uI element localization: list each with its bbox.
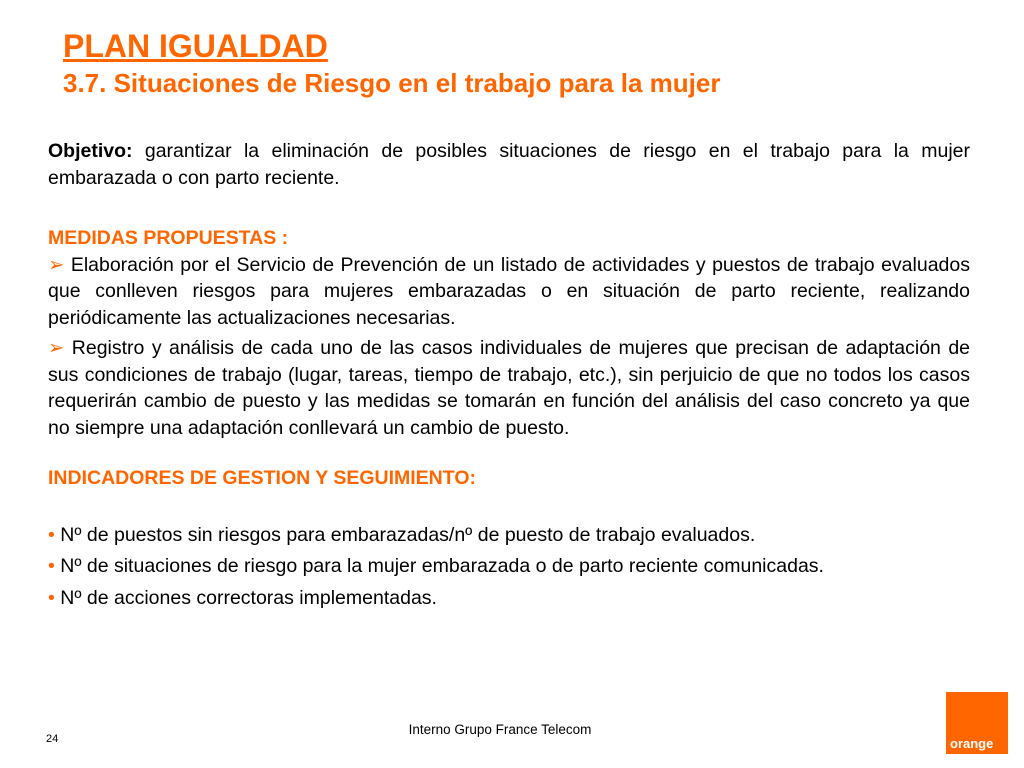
arrow-bullet-icon: ➢: [48, 337, 65, 359]
slide-subtitle: 3.7. Situaciones de Riesgo en el trabajo para la mujer: [63, 68, 721, 98]
page-number: 24: [46, 733, 59, 745]
measure-item: [48, 252, 970, 332]
indicators-heading: INDICADORES DE GESTION Y SEGUIMIENTO:: [48, 467, 476, 489]
objective-text: garantizar la eliminación de posibles situaciones de riesgo en el trabajo para la mujer embarazada o con parto reciente.: [48, 140, 970, 189]
bullet-dot-icon: •: [48, 523, 55, 546]
bullet-dot-icon: •: [48, 586, 55, 609]
measure-item: [48, 335, 970, 441]
indicator-item: [48, 585, 970, 612]
measure-text: Registro y análisis de cada uno de las casos individuales de mujeres que precisan de adaptación de sus condiciones de trabajo (lugar, tareas, tiempo de trabajo, etc.), sin perjuicio de que no todos los casos requerirán cambio de puesto y las medidas se tomarán en función del análisis del caso concreto ya que no siempre una adaptación conllevará un cambio de puesto.: [48, 337, 971, 439]
indicator-text: Nº de puestos sin riesgos para embarazadas/nº de puesto de trabajo evaluados.: [60, 523, 756, 546]
orange-logo: [946, 692, 1008, 754]
indicator-text: Nº de situaciones de riesgo para la mujer embarazada o de parto reciente comunicadas.: [60, 555, 824, 577]
arrow-bullet-icon: ➢: [48, 253, 65, 276]
logo-text: orange: [950, 736, 994, 751]
footer-text: Interno Grupo France Telecom: [408, 722, 592, 737]
objective-label: Objetivo:: [48, 140, 133, 162]
measures-heading: MEDIDAS PROPUESTAS :: [48, 227, 289, 249]
indicator-item: [48, 553, 970, 580]
objective-paragraph: [48, 138, 970, 191]
slide-body: [48, 138, 970, 616]
slide-title: PLAN IGUALDAD: [63, 28, 328, 64]
indicator-text: Nº de acciones correctoras implementadas.: [60, 586, 437, 609]
indicator-item: [48, 522, 970, 549]
measure-text: Elaboración por el Servicio de Prevención de un listado de actividades y puestos de trabajo evaluados que conlleven riesgos para mujeres embarazadas o en situación de parto reciente, realizando periódicamente las actualizaciones necesarias.: [48, 253, 970, 329]
bullet-dot-icon: •: [48, 555, 55, 577]
